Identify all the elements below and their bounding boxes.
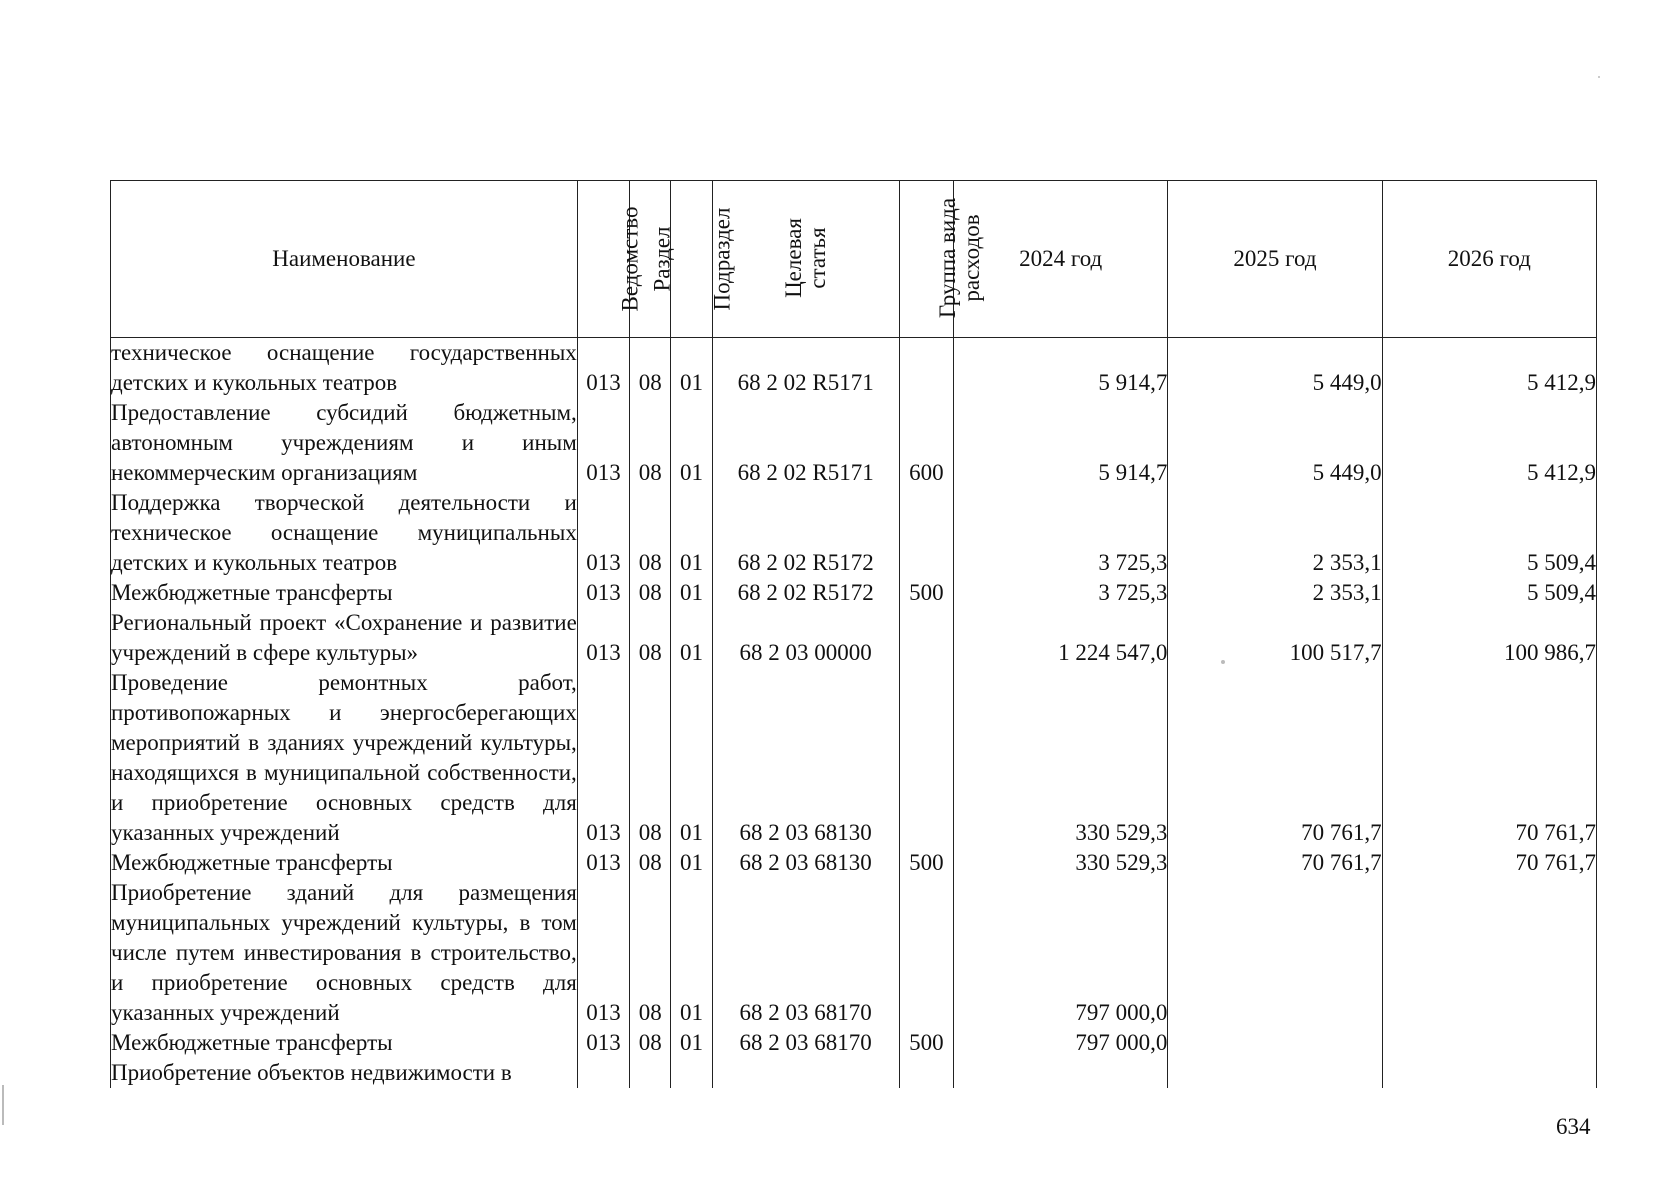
row-name: Приобретение объектов недвижимости в xyxy=(111,1058,578,1088)
row-section: 08 xyxy=(630,608,671,668)
scan-edge-mark xyxy=(2,1085,4,1125)
header-dept: Ведомство xyxy=(577,181,629,338)
row-dept: 013 xyxy=(577,398,629,488)
row-expense-group: 600 xyxy=(899,398,953,488)
row-2024: 330 529,3 xyxy=(954,848,1168,878)
row-2025: 2 353,1 xyxy=(1168,578,1382,608)
row-target-article: 68 2 02 R5172 xyxy=(712,578,899,608)
row-dept xyxy=(577,1058,629,1088)
row-subsection: 01 xyxy=(671,1028,712,1058)
row-section: 08 xyxy=(630,488,671,578)
budget-table xyxy=(110,180,1597,1088)
row-2024: 1 224 547,0 xyxy=(954,608,1168,668)
row-expense-group xyxy=(899,668,953,848)
row-2024: 3 725,3 xyxy=(954,488,1168,578)
table-body xyxy=(111,338,1597,1089)
row-subsection: 01 xyxy=(671,338,712,399)
row-target-article: 68 2 03 00000 xyxy=(712,608,899,668)
row-target-article: 68 2 02 R5171 xyxy=(712,398,899,488)
row-expense-group xyxy=(899,338,953,399)
header-target-article: Целевая статья xyxy=(712,181,899,338)
row-2026: 70 761,7 xyxy=(1382,668,1596,848)
row-2026 xyxy=(1382,1028,1596,1058)
row-expense-group xyxy=(899,488,953,578)
table-row xyxy=(111,488,1597,578)
row-target-article: 68 2 03 68170 xyxy=(712,878,899,1028)
row-subsection: 01 xyxy=(671,878,712,1028)
header-name: Наименование xyxy=(111,181,578,338)
row-target-article: 68 2 03 68130 xyxy=(712,668,899,848)
row-dept: 013 xyxy=(577,878,629,1028)
row-subsection xyxy=(671,1058,712,1088)
row-target-article xyxy=(712,1058,899,1088)
row-2026: 5 412,9 xyxy=(1382,398,1596,488)
row-expense-group: 500 xyxy=(899,578,953,608)
row-target-article: 68 2 03 68170 xyxy=(712,1028,899,1058)
row-section: 08 xyxy=(630,878,671,1028)
row-dept: 013 xyxy=(577,608,629,668)
row-2025 xyxy=(1168,1028,1382,1058)
row-subsection: 01 xyxy=(671,848,712,878)
row-name: техническое оснащение государственных детских и кукольных театров xyxy=(111,338,578,399)
scan-speck xyxy=(1221,660,1225,664)
row-2024: 3 725,3 xyxy=(954,578,1168,608)
table-row xyxy=(111,398,1597,488)
table-row xyxy=(111,578,1597,608)
row-target-article: 68 2 03 68130 xyxy=(712,848,899,878)
row-2024: 5 914,7 xyxy=(954,338,1168,399)
row-2024 xyxy=(954,1058,1168,1088)
row-dept: 013 xyxy=(577,338,629,399)
row-name: Приобретение зданий для размещения муниципальных учреждений культуры, в том числе путем инвестирования в строительство, и приобретение основных средств для указанных учреждений xyxy=(111,878,578,1028)
row-2025: 70 761,7 xyxy=(1168,668,1382,848)
row-2026: 5 412,9 xyxy=(1382,338,1596,399)
header-section: Раздел xyxy=(630,181,671,338)
row-2024: 797 000,0 xyxy=(954,878,1168,1028)
row-name: Предоставление субсидий бюджетным, автономным учреждениям и иным некоммерческим организациям xyxy=(111,398,578,488)
row-expense-group: 500 xyxy=(899,848,953,878)
row-target-article: 68 2 02 R5171 xyxy=(712,338,899,399)
row-section xyxy=(630,1058,671,1088)
row-name: Региональный проект «Сохранение и развитие учреждений в сфере культуры» xyxy=(111,608,578,668)
row-2026 xyxy=(1382,1058,1596,1088)
table-row xyxy=(111,1028,1597,1058)
table-row xyxy=(111,608,1597,668)
page-number: 634 xyxy=(1556,1114,1591,1139)
row-2024: 5 914,7 xyxy=(954,398,1168,488)
row-section: 08 xyxy=(630,668,671,848)
header-2025: 2025 год xyxy=(1168,181,1382,338)
row-2026: 100 986,7 xyxy=(1382,608,1596,668)
row-2026: 5 509,4 xyxy=(1382,488,1596,578)
row-section: 08 xyxy=(630,398,671,488)
table-row xyxy=(111,878,1597,1028)
row-2025: 100 517,7 xyxy=(1168,608,1382,668)
row-subsection: 01 xyxy=(671,608,712,668)
header-2026: 2026 год xyxy=(1382,181,1596,338)
row-2026: 70 761,7 xyxy=(1382,848,1596,878)
table-row xyxy=(111,338,1597,399)
row-subsection: 01 xyxy=(671,578,712,608)
row-2025 xyxy=(1168,878,1382,1028)
table-row xyxy=(111,848,1597,878)
row-subsection: 01 xyxy=(671,398,712,488)
row-2025: 2 353,1 xyxy=(1168,488,1382,578)
row-2026 xyxy=(1382,878,1596,1028)
row-name: Проведение ремонтных работ, противопожарных и энергосберегающих мероприятий в зданиях учреждений культуры, находящихся в муниципальной собственности, и приобретение основных средств для указанных учреждений xyxy=(111,668,578,848)
row-dept: 013 xyxy=(577,1028,629,1058)
row-section: 08 xyxy=(630,578,671,608)
row-dept: 013 xyxy=(577,848,629,878)
row-2025: 5 449,0 xyxy=(1168,398,1382,488)
row-section: 08 xyxy=(630,1028,671,1058)
row-expense-group xyxy=(899,878,953,1028)
row-dept: 013 xyxy=(577,578,629,608)
row-2025: 5 449,0 xyxy=(1168,338,1382,399)
row-expense-group xyxy=(899,608,953,668)
scan-speck xyxy=(1598,76,1600,78)
row-2025: 70 761,7 xyxy=(1168,848,1382,878)
row-target-article: 68 2 02 R5172 xyxy=(712,488,899,578)
row-name: Поддержка творческой деятельности и техническое оснащение муниципальных детских и кукольных театров xyxy=(111,488,578,578)
row-dept: 013 xyxy=(577,668,629,848)
row-section: 08 xyxy=(630,848,671,878)
row-name: Межбюджетные трансферты xyxy=(111,1028,578,1058)
row-name: Межбюджетные трансферты xyxy=(111,848,578,878)
header-subsection: Подраздел xyxy=(671,181,712,338)
header-expense-group: Группа вида расходов xyxy=(899,181,953,338)
row-2025 xyxy=(1168,1058,1382,1088)
row-2026: 5 509,4 xyxy=(1382,578,1596,608)
row-expense-group xyxy=(899,1058,953,1088)
table-row xyxy=(111,1058,1597,1088)
row-subsection: 01 xyxy=(671,488,712,578)
table-row xyxy=(111,668,1597,848)
row-expense-group: 500 xyxy=(899,1028,953,1058)
row-dept: 013 xyxy=(577,488,629,578)
row-2024: 797 000,0 xyxy=(954,1028,1168,1058)
header-2024: 2024 год xyxy=(954,181,1168,338)
row-name: Межбюджетные трансферты xyxy=(111,578,578,608)
row-section: 08 xyxy=(630,338,671,399)
row-subsection: 01 xyxy=(671,668,712,848)
row-2024: 330 529,3 xyxy=(954,668,1168,848)
table-header xyxy=(111,181,1597,338)
